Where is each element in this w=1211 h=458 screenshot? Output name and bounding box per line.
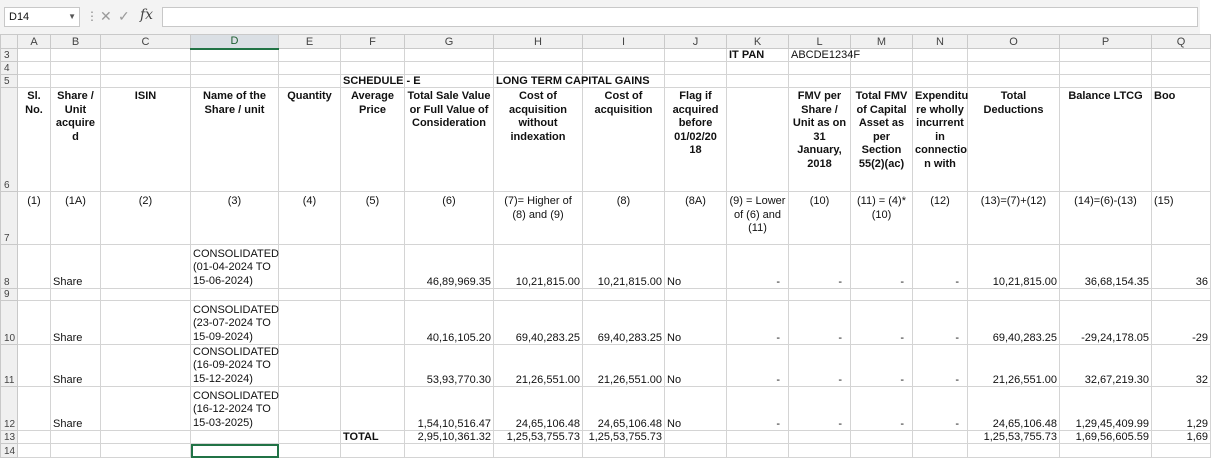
column-header-q[interactable]: Q [1152,35,1211,49]
flag-cell[interactable]: No [665,301,727,345]
ref-cell[interactable]: (15) [1152,192,1211,245]
ref-cell[interactable]: (3) [191,192,279,245]
header-total-sale-value[interactable]: Total Sale Value or Full Value of Consideration [405,88,494,192]
flag-cell[interactable]: No [665,345,727,387]
total-label[interactable]: TOTAL [341,431,405,444]
ref-cell[interactable]: (1A) [51,192,101,245]
header-sl-no[interactable]: Sl. No. [18,88,51,192]
ref-cell[interactable]: (13)=(7)+(12) [968,192,1060,245]
sale-value-cell[interactable]: 40,16,105.20 [405,301,494,345]
total-balance-ltcg[interactable]: 1,69,56,605.59 [1060,431,1152,444]
total-cost-of-acquisition[interactable]: 1,25,53,755.73 [583,431,665,444]
column-header-g[interactable]: G [405,35,494,49]
row-3 [1,49,1211,62]
it-pan-label[interactable]: IT PAN [727,49,789,62]
column-header-e[interactable]: E [279,35,341,49]
total-sale-value[interactable]: 2,95,10,361.32 [405,431,494,444]
dash-cell[interactable]: - [851,301,913,345]
row-12 [1,387,1211,431]
column-header-j[interactable]: J [665,35,727,49]
total-cost-without-indexation[interactable]: 1,25,53,755.73 [494,431,583,444]
column-header-o[interactable]: O [968,35,1060,49]
row-header[interactable]: 14 [1,444,18,458]
dash-cell[interactable]: - [727,345,789,387]
ref-cell[interactable]: (8) [583,192,665,245]
row-header[interactable]: 5 [1,75,18,88]
header-total-deductions[interactable]: Total Deductions [968,88,1060,192]
column-header-l[interactable]: L [789,35,851,49]
share-name-cell[interactable]: CONSOLIDATED (01-04-2024 TO 15-06-2024) [191,245,279,289]
total-q[interactable]: 1,69 [1152,431,1211,444]
ref-cell[interactable]: (2) [101,192,191,245]
cost-without-indexation-cell[interactable]: 10,21,815.00 [494,245,583,289]
cost-of-acquisition-cell[interactable]: 24,65,106.48 [583,387,665,431]
total-deductions-sum[interactable]: 1,25,53,755.73 [968,431,1060,444]
header-total-fmv[interactable]: Total FMV of Capital Asset as per Section 55(2)(ac) [851,88,913,192]
cost-of-acquisition-cell[interactable]: 69,40,283.25 [583,301,665,345]
cancel-icon[interactable]: ✕ [100,8,112,24]
row-11 [1,345,1211,387]
column-header-i[interactable]: I [583,35,665,49]
dash-cell[interactable]: - [851,245,913,289]
column-header-d[interactable]: D [191,35,279,49]
active-cell-d14[interactable] [191,444,279,458]
dash-cell[interactable]: - [727,387,789,431]
q-cell[interactable]: 1,29 [1152,387,1211,431]
column-header-h[interactable]: H [494,35,583,49]
balance-ltcg-cell[interactable]: 1,29,45,409.99 [1060,387,1152,431]
ref-cell[interactable]: (10) [789,192,851,245]
header-share-unit[interactable]: Share / Unit acquire d [51,88,101,192]
row-header[interactable]: 11 [1,345,18,387]
header-name[interactable]: Name of the Share / unit [191,88,279,192]
total-deductions-cell[interactable]: 21,26,551.00 [968,345,1060,387]
sale-value-cell[interactable]: 46,89,969.35 [405,245,494,289]
dash-cell[interactable]: - [913,301,968,345]
flag-cell[interactable]: No [665,387,727,431]
schedule-title[interactable]: LONG TERM CAPITAL GAINS [494,75,583,88]
dash-cell[interactable]: - [727,245,789,289]
column-header-f[interactable]: F [341,35,405,49]
header-cost-without-indexation[interactable]: Cost of acquisition without indexation [494,88,583,192]
column-header-a[interactable]: A [18,35,51,49]
header-cost-of-acquisition[interactable]: Cost of acquisition [583,88,665,192]
dash-cell[interactable]: - [913,387,968,431]
row-header[interactable]: 6 [1,88,18,192]
sale-value-cell[interactable]: 53,93,770.30 [405,345,494,387]
row-9 [1,289,1211,301]
column-header-p[interactable]: P [1060,35,1152,49]
chevron-down-icon[interactable]: ▼ [68,12,76,21]
share-type-cell[interactable]: Share [51,245,101,289]
row-7-references [1,192,1211,245]
row-header[interactable]: 7 [1,192,18,245]
ref-cell[interactable]: (5) [341,192,405,245]
row-header[interactable]: 13 [1,431,18,444]
ref-cell[interactable]: (7)= Higher of (8) and (9) [494,192,583,245]
column-header-k[interactable]: K [727,35,789,49]
row-header[interactable]: 8 [1,245,18,289]
row-14 [1,444,1211,458]
it-pan-value[interactable]: ABCDE1234F [789,49,851,62]
ref-cell[interactable]: (4) [279,192,341,245]
q-cell[interactable]: -29 [1152,301,1211,345]
share-type-cell[interactable]: Share [51,387,101,431]
spreadsheet-grid [0,34,1211,458]
header-expenditure[interactable]: Expenditu re wholly incurrent in connectio n with [913,88,968,192]
share-name-cell[interactable]: CONSOLIDATED (16-09-2024 TO 15-12-2024) [191,345,279,387]
row-10 [1,301,1211,345]
balance-ltcg-cell[interactable]: 36,68,154.35 [1060,245,1152,289]
header-quantity[interactable]: Quantity [279,88,341,192]
header-isin[interactable]: ISIN [101,88,191,192]
name-box-value: D14 [9,11,30,23]
formula-bar [0,0,1200,35]
ref-cell[interactable]: (9) = Lower of (6) and (11) [727,192,789,245]
select-all-corner[interactable] [1,35,18,49]
cost-without-indexation-cell[interactable]: 24,65,106.48 [494,387,583,431]
header-flag[interactable]: Flag if acquired before 01/02/20 18 [665,88,727,192]
column-header-n[interactable]: N [913,35,968,49]
cost-without-indexation-cell[interactable]: 69,40,283.25 [494,301,583,345]
dash-cell[interactable]: - [789,345,851,387]
name-box[interactable] [4,7,80,27]
share-name-cell[interactable]: CONSOLIDATED (23-07-2024 TO 15-09-2024) [191,301,279,345]
ref-cell[interactable]: (11) = (4)*(10) [851,192,913,245]
column-header-b[interactable]: B [51,35,101,49]
more-options-icon[interactable]: ⋮ [86,9,97,23]
total-deductions-cell[interactable]: 10,21,815.00 [968,245,1060,289]
header-average-price[interactable]: Average Price [341,88,405,192]
row-header[interactable]: 12 [1,387,18,431]
share-name-cell[interactable]: CONSOLIDATED (16-12-2024 TO 15-03-2025) [191,387,279,431]
row-6-headers [1,88,1211,192]
flag-cell[interactable]: No [665,245,727,289]
column-header-m[interactable]: M [851,35,913,49]
header-k[interactable] [727,88,789,192]
cost-of-acquisition-cell[interactable]: 10,21,815.00 [583,245,665,289]
total-deductions-cell[interactable]: 24,65,106.48 [968,387,1060,431]
header-q[interactable]: Boo [1152,88,1211,192]
row-header[interactable]: 10 [1,301,18,345]
column-header-row [1,35,1211,49]
row-4 [1,62,1211,75]
dash-cell[interactable]: - [851,345,913,387]
cost-without-indexation-cell[interactable]: 21,26,551.00 [494,345,583,387]
insert-function-icon[interactable]: fx [140,7,154,23]
header-fmv-per-share[interactable]: FMV per Share / Unit as on 31 January, 2018 [789,88,851,192]
dash-cell[interactable]: - [789,387,851,431]
ref-cell[interactable]: (6) [405,192,494,245]
dash-cell[interactable]: - [851,387,913,431]
q-cell[interactable]: 36 [1152,245,1211,289]
column-header-c[interactable]: C [101,35,191,49]
dash-cell[interactable]: - [913,245,968,289]
header-balance-ltcg[interactable]: Balance LTCG [1060,88,1152,192]
dash-cell[interactable]: - [727,301,789,345]
ref-cell[interactable]: (8A) [665,192,727,245]
balance-ltcg-cell[interactable]: -29,24,178.05 [1060,301,1152,345]
row-header[interactable]: 3 [1,49,18,62]
ref-cell[interactable]: (1) [18,192,51,245]
balance-ltcg-cell[interactable]: 32,67,219.30 [1060,345,1152,387]
sale-value-cell[interactable]: 1,54,10,516.47 [405,387,494,431]
enter-icon[interactable]: ✓ [118,8,130,24]
row-header[interactable]: 4 [1,62,18,75]
dash-cell[interactable]: - [789,301,851,345]
share-type-cell[interactable]: Share [51,345,101,387]
row-13-total [1,431,1211,444]
ref-cell[interactable]: (14)=(6)-(13) [1060,192,1152,245]
share-type-cell[interactable]: Share [51,301,101,345]
dash-cell[interactable]: - [789,245,851,289]
ref-cell[interactable]: (12) [913,192,968,245]
total-deductions-cell[interactable]: 69,40,283.25 [968,301,1060,345]
row-8 [1,245,1211,289]
row-5 [1,75,1211,88]
formula-input[interactable] [162,7,1198,27]
dash-cell[interactable]: - [913,345,968,387]
schedule-label[interactable]: SCHEDULE - E [341,75,405,88]
row-header[interactable]: 9 [1,289,18,301]
cost-of-acquisition-cell[interactable]: 21,26,551.00 [583,345,665,387]
q-cell[interactable]: 32 [1152,345,1211,387]
